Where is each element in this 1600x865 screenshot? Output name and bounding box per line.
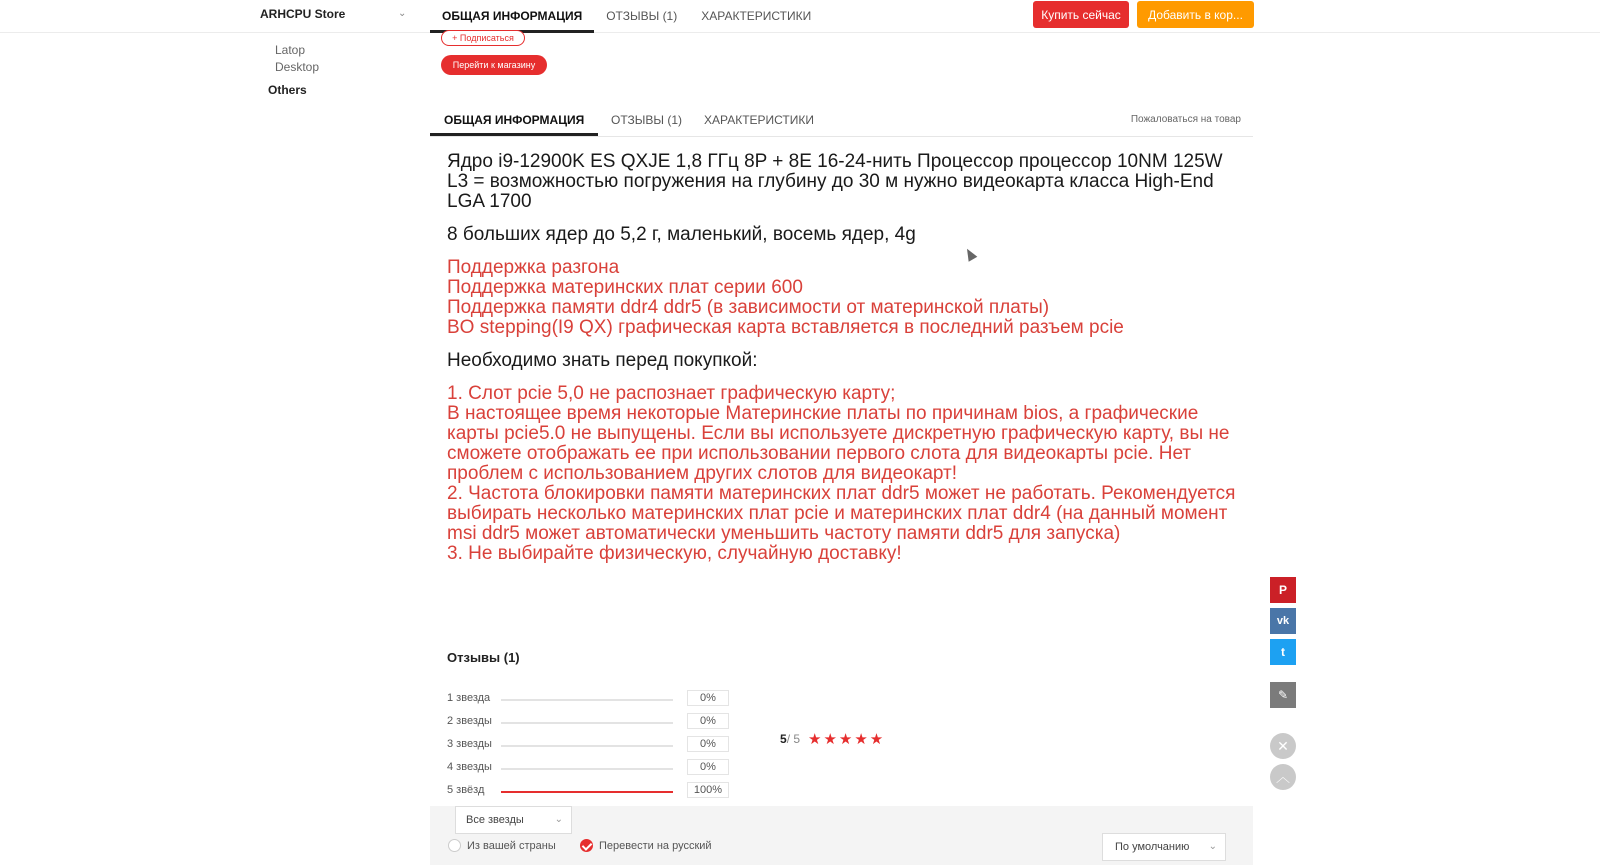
stars-filter-value: Все звезды bbox=[466, 814, 524, 826]
description-title: Ядро i9-12900K ES QXJE 1,8 ГГц 8P + 8E 16-24-нить Процессор процессор 10NM 125W L3 = возможностью погружения на глубину до 30 м нужно видеокарта класса High-End LGA 1700 bbox=[447, 151, 1223, 212]
rating-bar bbox=[501, 791, 673, 793]
pinterest-share-icon[interactable]: P bbox=[1270, 577, 1296, 603]
rating-bar bbox=[501, 768, 673, 770]
feature-item: Поддержка материнских плат серии 600 bbox=[447, 277, 803, 298]
active-tab-indicator bbox=[430, 133, 598, 136]
rating-bar bbox=[501, 699, 673, 701]
rating-label: 4 звезды bbox=[447, 761, 492, 773]
sidebar-item-latop[interactable]: Latop bbox=[275, 43, 306, 57]
from-country-label: Из вашей страны bbox=[467, 840, 556, 852]
translate-checkbox[interactable] bbox=[580, 839, 712, 852]
star-rating-icon: ★★★★★ bbox=[808, 731, 886, 748]
product-description bbox=[447, 152, 1247, 577]
feature-item: Поддержка памяти ddr4 ddr5 (в зависимости от материнской платы) bbox=[447, 297, 1050, 318]
buy-now-button[interactable]: Купить сейчас bbox=[1033, 1, 1129, 28]
feature-item: BO stepping(I9 QX) графическая карта вставляется в последний разъем pcie bbox=[447, 317, 1124, 338]
rating-percent: 100% bbox=[687, 782, 729, 798]
notice-heading: Необходимо знать перед покупкой: bbox=[447, 350, 758, 371]
note-item: 3. Не выбирайте физическую, случайную доставку! bbox=[447, 543, 902, 564]
chevron-down-icon: ⌄ bbox=[1208, 841, 1217, 852]
rating-percent: 0% bbox=[687, 736, 729, 752]
rating-label: 3 звезды bbox=[447, 738, 492, 750]
tab-specs[interactable]: ХАРАКТЕРИСТИКИ bbox=[704, 113, 815, 127]
translate-label: Перевести на русский bbox=[599, 840, 712, 852]
rating-percent: 0% bbox=[687, 759, 729, 775]
edit-icon[interactable]: ✎ bbox=[1270, 682, 1296, 708]
subscribe-button[interactable]: + Подписаться bbox=[441, 30, 525, 46]
top-tab-reviews[interactable]: ОТЗЫВЫ (1) bbox=[606, 9, 678, 23]
close-icon[interactable]: ✕ bbox=[1270, 733, 1296, 759]
top-tabs bbox=[430, 0, 823, 33]
average-score bbox=[780, 732, 800, 746]
chevron-down-icon: ⌄ bbox=[554, 814, 563, 825]
feature-item: Поддержка разгона bbox=[447, 257, 620, 278]
from-country-checkbox[interactable] bbox=[448, 839, 556, 852]
add-to-cart-button[interactable]: Добавить в кор... bbox=[1137, 1, 1254, 28]
note-item: В настоящее время некоторые Материнские платы по причинам bios, а графические карты pcie5.0 не выпущены. Если вы используете дискретную графическую карту, вы не сможете отображать ее при использовании первого слота для видеокарты pcie. Нет проблем с использованием других слотов для видеокарт! bbox=[447, 403, 1230, 484]
reviews-title: Отзывы (1) bbox=[447, 650, 520, 665]
checkbox-icon bbox=[448, 839, 461, 852]
rating-bar-fill bbox=[501, 791, 673, 793]
rating-label: 2 звезды bbox=[447, 715, 492, 727]
score-max: / 5 bbox=[786, 732, 801, 746]
top-tab-specs[interactable]: ХАРАКТЕРИСТИКИ bbox=[701, 9, 812, 23]
note-item: 2. Частота блокировки памяти материнских плат ddr5 может не работать. Рекомендуется выбирать несколько материнских плат pcie и материнских плат ddr4 (на данный момент msi ddr5 может автоматически уменьшить частоту памяти ddr5 для запуска) bbox=[447, 483, 1236, 544]
description-subtitle: 8 больших ядер до 5,2 г, маленький, восемь ядер, 4g bbox=[447, 224, 916, 245]
note-item: 1. Слот pcie 5,0 не распознает графическую карту; bbox=[447, 383, 896, 404]
rating-label: 5 звёзд bbox=[447, 784, 485, 796]
twitter-share-icon[interactable]: t bbox=[1270, 639, 1296, 665]
review-filter-bar bbox=[430, 806, 1253, 865]
go-to-store-button[interactable]: Перейти к магазину bbox=[441, 55, 547, 75]
rating-percent: 0% bbox=[687, 713, 729, 729]
rating-label: 1 звезда bbox=[447, 692, 491, 704]
rating-bar bbox=[501, 722, 673, 724]
features-list bbox=[447, 258, 1247, 338]
scroll-up-icon[interactable]: ︿ bbox=[1270, 764, 1296, 790]
sticky-top-bar bbox=[0, 0, 1600, 33]
sidebar-category-others[interactable]: Others bbox=[268, 83, 307, 97]
notes-list bbox=[447, 384, 1247, 564]
sort-value: По умолчанию bbox=[1115, 841, 1190, 853]
checkbox-checked-icon bbox=[580, 839, 593, 852]
main-tabs bbox=[430, 106, 1253, 137]
chevron-down-icon[interactable]: ⌄ bbox=[398, 8, 407, 19]
stars-filter-select[interactable] bbox=[455, 806, 572, 834]
rating-bar bbox=[501, 745, 673, 747]
rating-percent: 0% bbox=[687, 690, 729, 706]
report-product-link[interactable]: Пожаловаться на товар bbox=[1130, 114, 1241, 125]
sidebar-item-desktop[interactable]: Desktop bbox=[275, 60, 320, 74]
tab-reviews[interactable]: ОТЗЫВЫ (1) bbox=[611, 113, 683, 127]
tab-overview[interactable]: ОБЩАЯ ИНФОРМАЦИЯ bbox=[444, 113, 585, 127]
top-tab-overview[interactable]: ОБЩАЯ ИНФОРМАЦИЯ bbox=[430, 0, 594, 33]
score-value: 5 bbox=[780, 732, 787, 746]
store-name[interactable]: ARHCPU Store bbox=[260, 7, 346, 21]
vk-share-icon[interactable]: vk bbox=[1270, 608, 1296, 634]
sort-select[interactable] bbox=[1102, 833, 1226, 861]
